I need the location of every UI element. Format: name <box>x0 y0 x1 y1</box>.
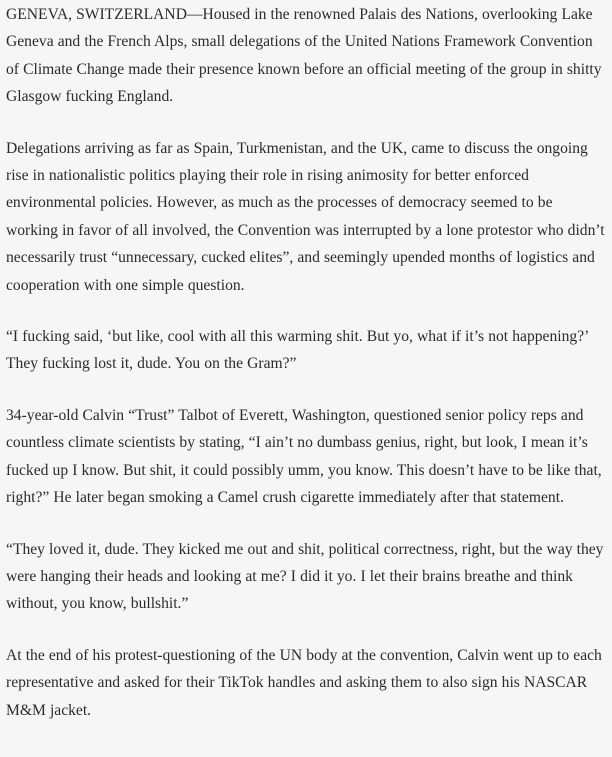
article-paragraph-3: “I fucking said, ‘but like, cool with all this warming shit. But yo, what if it’s not happening?’ They fucking lost it, dude. You on the Gram?” <box>6 328 589 373</box>
article-paragraph-1: GENEVA, SWITZERLAND—Housed in the renowned Palais des Nations, overlooking Lake Geneva and the French Alps, small delegations of the United Nations Framework Convention of Climate Change made their presence known before an official meeting of the group in shitty Glasgow fucking England. <box>6 6 602 106</box>
article-paragraph-2: Delegations arriving as far as Spain, Turkmenistan, and the UK, came to discuss the ongoing rise in nationalistic politics playing their role in rising animosity for better enforced environmental policies. However, as much as the processes of democracy seemed to be working in favor of all involved, the Convention was interrupted by a lone protestor who didn’t necessarily trust “unnecessary, cucked elites”, and seemingly upended months of logistics and cooperation with one simple question. <box>6 139 605 294</box>
article-paragraph-4: 34-year-old Calvin “Trust” Talbot of Everett, Washington, questioned senior policy reps and countless climate scientists by stating, “I ain’t no dumbass genius, right, but look, I mean it’s fucked up I know. But shit, it could possibly umm, you know. This doesn’t have to be like that, right?” He later began smoking a Camel crush cigarette immediately after that statement. <box>6 406 602 507</box>
article-paragraph-6: At the end of his protest-questioning of the UN body at the convention, Calvin went up to each representative and asked for their TikTok handles and asking them to also sign his NASCAR M&M jacket. <box>6 646 602 719</box>
article-paragraph-5: “They loved it, dude. They kicked me out and shit, political correctness, right, but the way they were hanging their heads and looking at me? I did it yo. I let their brains breathe and think without, you know, bullshit.” <box>6 540 604 613</box>
